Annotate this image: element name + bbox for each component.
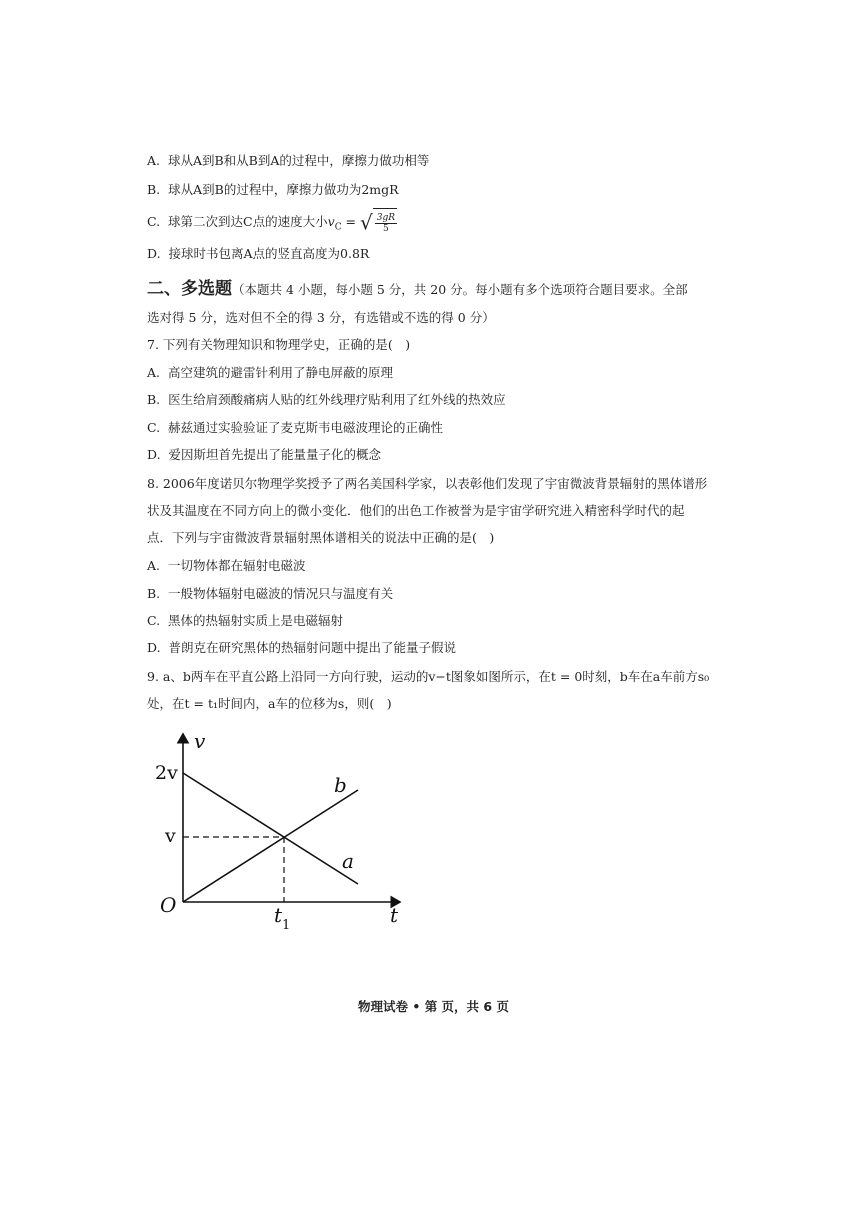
x-axis-label: t	[390, 903, 399, 927]
q6-option-c: C. 球第二次到达C点的速度大小$v_C$ = √ $\frac{3gR}{5}$	[147, 208, 397, 242]
q8-option-b: B. 一般物体辐射电磁波的情况只与温度有关	[147, 586, 394, 601]
q8-option-c: C. 黑体的热辐射实质上是电磁辐射	[147, 613, 344, 628]
q9-stem-line2: 处，在t = t₁时间内，a车的位移为s，则( )	[147, 696, 392, 711]
line-b	[183, 790, 358, 902]
vt-graph	[150, 722, 420, 932]
q8-stem-line1: 8. 2006年度诺贝尔物理学奖授予了两名美国科学家，以表彰他们发现了宇宙微波背景辐射的黑体谱形	[147, 476, 708, 491]
q6-option-a: A. 球从A到B和从B到A的过程中，摩擦力做功相等	[147, 153, 430, 168]
q8-option-a: A. 一切物体都在辐射电磁波	[147, 558, 306, 573]
q9-stem-line1: 9. a、b两车在平直公路上沿同一方向行驶，运动的v−t图象如图所示，在t = 0时刻，b车在a车前方s₀	[147, 669, 710, 684]
q7-option-b: B. 医生给肩颈酸痛病人贴的红外线理疗贴利用了红外线的热效应	[147, 392, 506, 407]
section-desc-line2: 选对得 5 分，选对但不全的得 3 分，有选错或不选的得 0 分）	[147, 310, 495, 325]
q7-stem: 7. 下列有关物理知识和物理学史，正确的是( )	[147, 337, 411, 352]
line-a-label: a	[342, 849, 354, 873]
sqrt-formula: √ $\frac{3gR}{5}$	[360, 208, 397, 237]
page-footer: 物理试卷 • 第 页，共 6 页	[358, 999, 509, 1014]
y-axis-label: v	[194, 729, 206, 753]
q7-option-c: C. 赫兹通过实验验证了麦克斯韦电磁波理论的正确性	[147, 420, 444, 435]
q8-stem-line3: 点．下列与宇宙微波背景辐射黑体谱相关的说法中正确的是( )	[147, 530, 495, 545]
q6-option-d: D. 接球时书包离A点的竖直高度为0.8R	[147, 246, 370, 261]
tick-t1: $t_1$	[274, 903, 291, 932]
origin-label: O	[160, 893, 177, 917]
q7-option-d: D. 爱因斯坦首先提出了能量量子化的概念	[147, 447, 382, 462]
line-a	[183, 773, 358, 884]
section-heading: 二、多选题（本题共 4 小题，每小题 5 分，共 20 分。每小题有多个选项符合题目要求。全部	[147, 279, 688, 299]
tick-2v: 2v	[155, 762, 178, 784]
q8-stem-line2: 状及其温度在不同方向上的微小变化．他们的出色工作被誉为是宇宙学研究进入精密科学时代的起	[147, 503, 685, 518]
q6-option-b: B. 球从A到B的过程中，摩擦力做功为2mgR	[147, 182, 399, 197]
q8-option-d: D. 普朗克在研究黑体的热辐射问题中提出了能量子假说	[147, 640, 457, 655]
q7-option-a: A. 高空建筑的避雷针利用了静电屏蔽的原理	[147, 365, 393, 380]
line-b-label: b	[334, 773, 347, 797]
tick-v: v	[165, 825, 176, 847]
